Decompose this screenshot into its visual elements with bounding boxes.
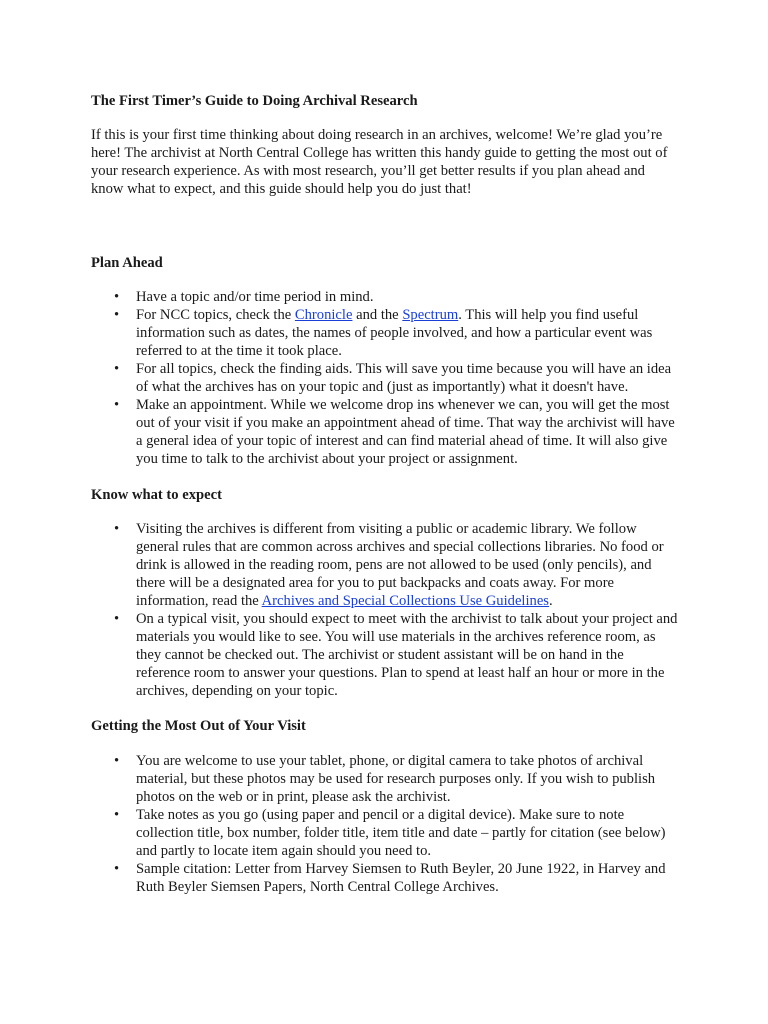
chronicle-link[interactable]: Chronicle xyxy=(294,307,353,324)
list-item-text-post: . xyxy=(549,593,553,610)
list-item xyxy=(91,361,681,397)
bullet-icon: • xyxy=(114,807,120,824)
document-title: The First Timer’s Guide to Doing Archival Research xyxy=(91,93,418,109)
bullet-icon: • xyxy=(114,521,120,538)
bullet-icon: • xyxy=(114,289,120,306)
list-item-text: You are welcome to use your tablet, phone, or digital camera to take photos of archival material, but these photos may be used for research purposes only. If you wish to publish photos on the web or in print, please ask the archivist. xyxy=(136,753,656,806)
bullet-icon: • xyxy=(114,361,120,378)
intro-paragraph: If this is your first time thinking about doing research in an archives, welcome! We’re glad you’re here! The archivist at North Central College has written this handy guide to getting the most out of your research experience. As with most research, you’ll get better results if you plan ahead and know what to expect, and this guide should help you do just that! xyxy=(91,126,668,197)
list-item xyxy=(91,397,681,469)
list-item xyxy=(91,611,681,701)
bullet-icon: • xyxy=(114,860,120,877)
most-out-list xyxy=(91,753,681,896)
know-expect-list xyxy=(91,521,681,700)
list-item-text-mid: and the xyxy=(352,307,403,324)
bullet-icon: • xyxy=(114,307,120,324)
list-item xyxy=(91,289,681,307)
list-item-text-pre: Visiting the archives is different from visiting a public or academic library. We follow general rules that are common across archives and special collections libraries. No food or drink is allowed in the reading room, pens are not allowed to be used (only pencils), and there will be a designated area for you to put backpacks and coats away. For more information, read the xyxy=(136,521,664,610)
section-heading-most-out-of-visit: Getting the Most Out of Your Visit xyxy=(91,718,306,735)
list-item xyxy=(91,861,681,897)
bullet-icon: • xyxy=(114,610,120,627)
list-item xyxy=(91,807,681,861)
list-item-text: Have a topic and/or time period in mind. xyxy=(136,289,374,306)
list-item-text: For all topics, check the finding aids. This will save you time because you will have an idea of what the archives has on your topic and (just as importantly) what it doesn't have. xyxy=(136,361,672,395)
section-heading-plan-ahead: Plan Ahead xyxy=(91,254,163,271)
list-item-text: Sample citation: Letter from Harvey Siemsen to Ruth Beyler, 20 June 1922, in Harvey and Ruth Beyler Siemsen Papers, North Central College Archives. xyxy=(136,860,666,895)
section-heading-know-what-to-expect: Know what to expect xyxy=(91,486,222,503)
spectrum-link[interactable]: Spectrum xyxy=(402,307,459,324)
list-item xyxy=(91,307,681,361)
bullet-icon: • xyxy=(114,753,120,770)
bullet-icon: • xyxy=(114,396,120,413)
list-item-text: Take notes as you go (using paper and pencil or a digital device). Make sure to note collection title, box number, folder title, item title and date – partly for citation (see below) and partly to locate item again should you need to. xyxy=(136,807,666,859)
list-item-text: On a typical visit, you should expect to meet with the archivist to talk about your project and materials you would like to see. You will use materials in the archives reference room, as they cannot be checked out. The archivist or student assistant will be on hand in the reference room to answer your questions. Plan to spend at least half an hour or more in the archives, depending on your topic. xyxy=(136,610,678,699)
document-page xyxy=(91,93,681,915)
list-item-text-pre: For NCC topics, check the xyxy=(136,307,295,324)
use-guidelines-link[interactable]: Archives and Special Collections Use Guidelines xyxy=(261,593,549,610)
list-item-text: Make an appointment. While we welcome drop ins whenever we can, you will get the most out of your visit if you make an appointment ahead of time. That way the archivist will have a general idea of your topic of interest and can find material ahead of time. It will also give you time to talk to the archivist about your project or assignment. xyxy=(136,396,675,467)
plan-ahead-list xyxy=(91,289,681,468)
list-item-text-post: . This will help you find useful information such as dates, the names of people involved, and how a particular event was referred to at the time it took place. xyxy=(136,307,653,360)
list-item xyxy=(91,521,681,611)
list-item xyxy=(91,753,681,807)
